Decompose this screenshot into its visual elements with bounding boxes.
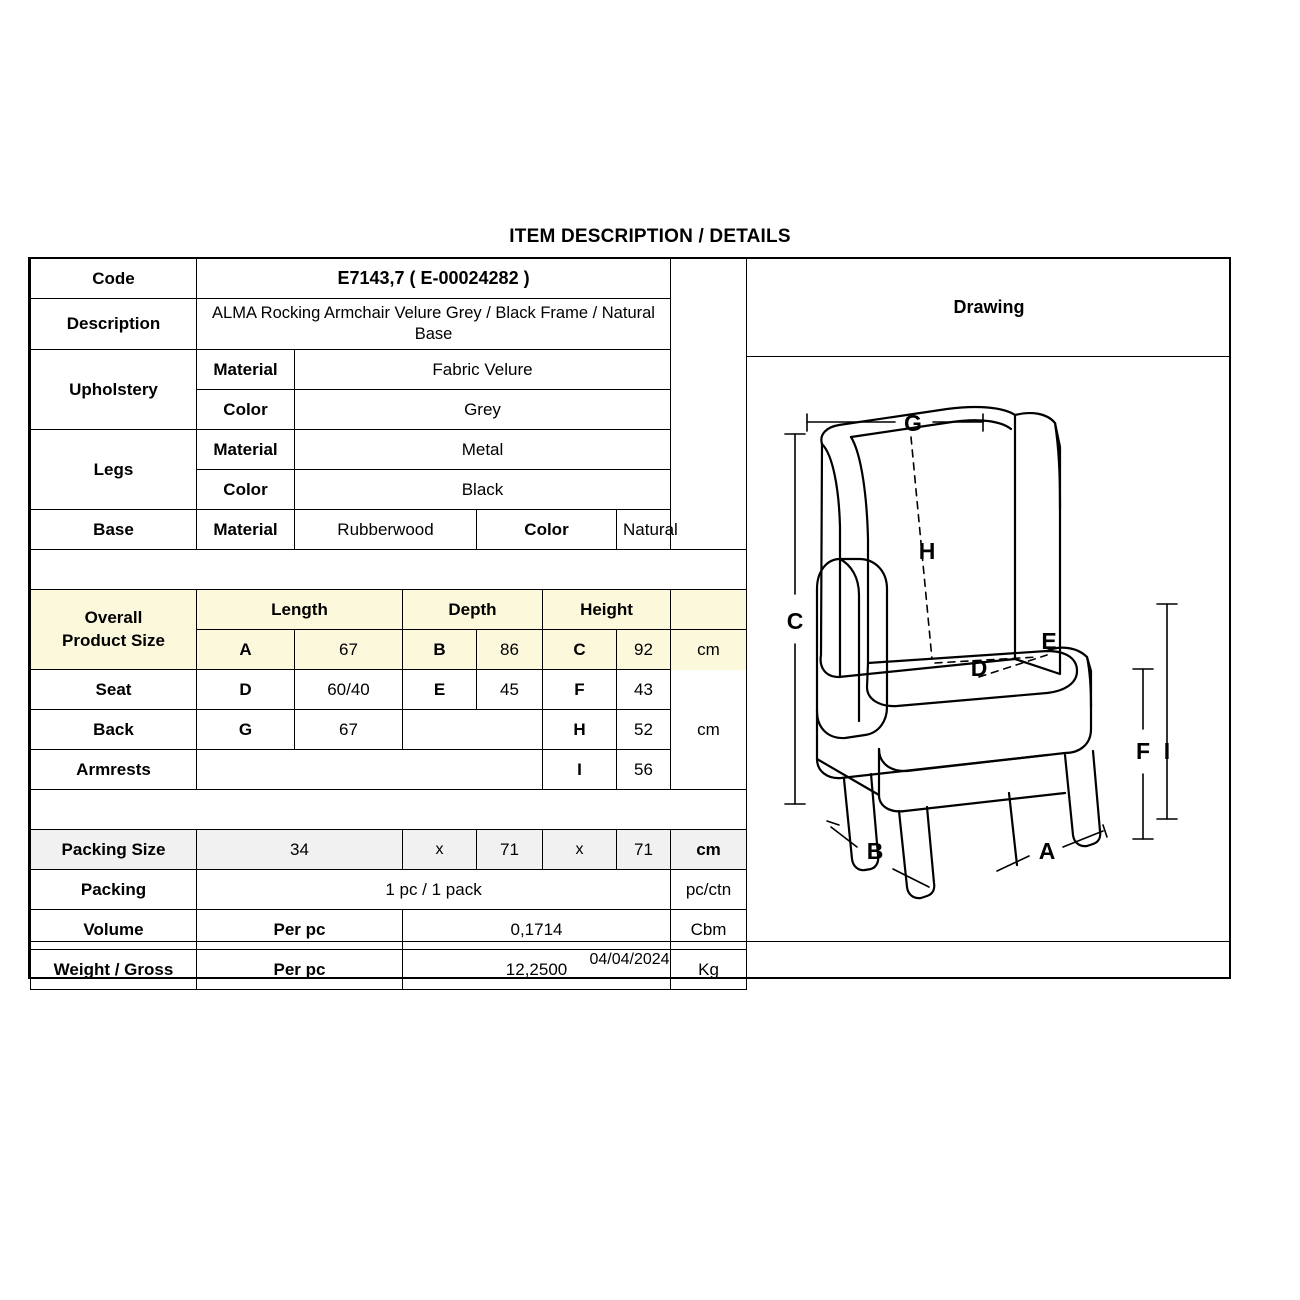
table-row-code (31, 259, 747, 299)
packing-value: 1 pc / 1 pack (197, 870, 671, 910)
legs-label: Legs (31, 430, 197, 510)
packing-size-width: 34 (197, 830, 403, 870)
back-length-key: G (197, 710, 295, 750)
page-title: ITEM DESCRIPTION / DETAILS (509, 226, 791, 247)
legs-material-label: Material (197, 430, 295, 470)
unit-header (671, 590, 747, 630)
seat-height-value: 43 (617, 670, 671, 710)
back-height-key: H (543, 710, 617, 750)
legs-material-value: Metal (295, 430, 671, 470)
packing-size-x1: x (403, 830, 477, 870)
back-depth-empty (403, 710, 543, 750)
date-value: 04/04/2024 (589, 950, 670, 968)
armrests-empty (197, 750, 543, 790)
code-label: Code (31, 259, 197, 299)
seat-length-value: 60/40 (295, 670, 403, 710)
volume-per: Per pc (197, 910, 403, 950)
armchair-drawing (747, 259, 1232, 940)
volume-unit: Cbm (671, 910, 747, 950)
spacer-cell (671, 350, 747, 390)
spacer-cell (671, 390, 747, 430)
volume-label: Volume (31, 910, 197, 950)
base-color-label: Color (477, 510, 617, 550)
seat-unit (671, 670, 747, 710)
footer-date (30, 941, 1229, 977)
table-row-base (31, 510, 747, 550)
description-value: ALMA Rocking Armchair Velure Grey / Black Frame / Natural Base (197, 299, 671, 350)
code-value: E7143,7 ( E-00024282 ) (197, 259, 671, 299)
marker-label-a: A (1038, 838, 1056, 864)
armrests-unit (671, 750, 747, 790)
weight-value: 12,2500 (403, 950, 671, 990)
length-header: Length (197, 590, 403, 630)
spacer-cell (671, 430, 747, 470)
packing-size-height: 71 (617, 830, 671, 870)
marker-label-g: G (904, 410, 922, 436)
table-row-packing (31, 870, 747, 910)
legs-color-label: Color (197, 470, 295, 510)
dimensions-header-row (31, 590, 747, 630)
table-row-packing-size (31, 830, 747, 870)
spacer-cell (671, 259, 747, 299)
weight-unit: Kg (671, 950, 747, 990)
armrests-height-key: I (543, 750, 617, 790)
marker-label-b: B (866, 838, 884, 864)
base-material-label: Material (197, 510, 295, 550)
description-label: Description (31, 299, 197, 350)
weight-per: Per pc (197, 950, 403, 990)
height-header: Height (543, 590, 671, 630)
drawing-heading-label: Drawing (953, 297, 1025, 317)
table-row-armrests (31, 750, 747, 790)
upholstery-color-value: Grey (295, 390, 671, 430)
spacer-cell (671, 470, 747, 510)
back-label: Back (31, 710, 197, 750)
seat-depth-key: E (403, 670, 477, 710)
drawing-panel (746, 259, 1231, 940)
volume-value: 0,1714 (403, 910, 671, 950)
weight-label: Weight / Gross (31, 950, 197, 990)
seat-label: Seat (31, 670, 197, 710)
base-label: Base (31, 510, 197, 550)
packing-size-unit: cm (671, 830, 747, 870)
spacer-cell (671, 299, 747, 350)
marker-label-f: F (1135, 738, 1151, 764)
seat-height-key: F (543, 670, 617, 710)
back-height-value: 52 (617, 710, 671, 750)
depth-header: Depth (403, 590, 543, 630)
overall-height-key: C (543, 630, 617, 670)
marker-label-i: I (1163, 738, 1171, 764)
spacer-cell (671, 510, 747, 550)
base-material-value: Rubberwood (295, 510, 477, 550)
packing-size-label: Packing Size (31, 830, 197, 870)
marker-label-h: H (918, 538, 936, 564)
overall-depth-key: B (403, 630, 477, 670)
table-row-description (31, 299, 747, 350)
overall-product-size-label: Overall Product Size (31, 590, 197, 670)
seat-length-key: D (197, 670, 295, 710)
table-row-upholstery-material (31, 350, 747, 390)
seat-depth-value: 45 (477, 670, 543, 710)
table-gap-2 (31, 790, 747, 830)
table-row-seat (31, 670, 747, 710)
overall-length-key: A (197, 630, 295, 670)
back-unit: cm (671, 710, 747, 750)
specification-table (30, 259, 746, 990)
table-gap (31, 550, 747, 590)
table-row-back (31, 710, 747, 750)
armrests-height-value: 56 (617, 750, 671, 790)
upholstery-color-label: Color (197, 390, 295, 430)
overall-unit: cm (671, 630, 747, 670)
overall-height-value: 92 (617, 630, 671, 670)
table-row-legs-material (31, 430, 747, 470)
back-length-value: 67 (295, 710, 403, 750)
packing-label: Packing (31, 870, 197, 910)
marker-label-e: E (1041, 628, 1057, 654)
overall-depth-value: 86 (477, 630, 543, 670)
upholstery-label: Upholstery (31, 350, 197, 430)
packing-size-depth: 71 (477, 830, 543, 870)
packing-size-x2: x (543, 830, 617, 870)
armrests-label: Armrests (31, 750, 197, 790)
base-color-value: Natural (617, 510, 671, 550)
marker-label-c: C (786, 608, 804, 634)
marker-label-d: D (970, 655, 988, 681)
packing-unit: pc/ctn (671, 870, 747, 910)
upholstery-material-label: Material (197, 350, 295, 390)
legs-color-value: Black (295, 470, 671, 510)
upholstery-material-value: Fabric Velure (295, 350, 671, 390)
overall-length-value: 67 (295, 630, 403, 670)
